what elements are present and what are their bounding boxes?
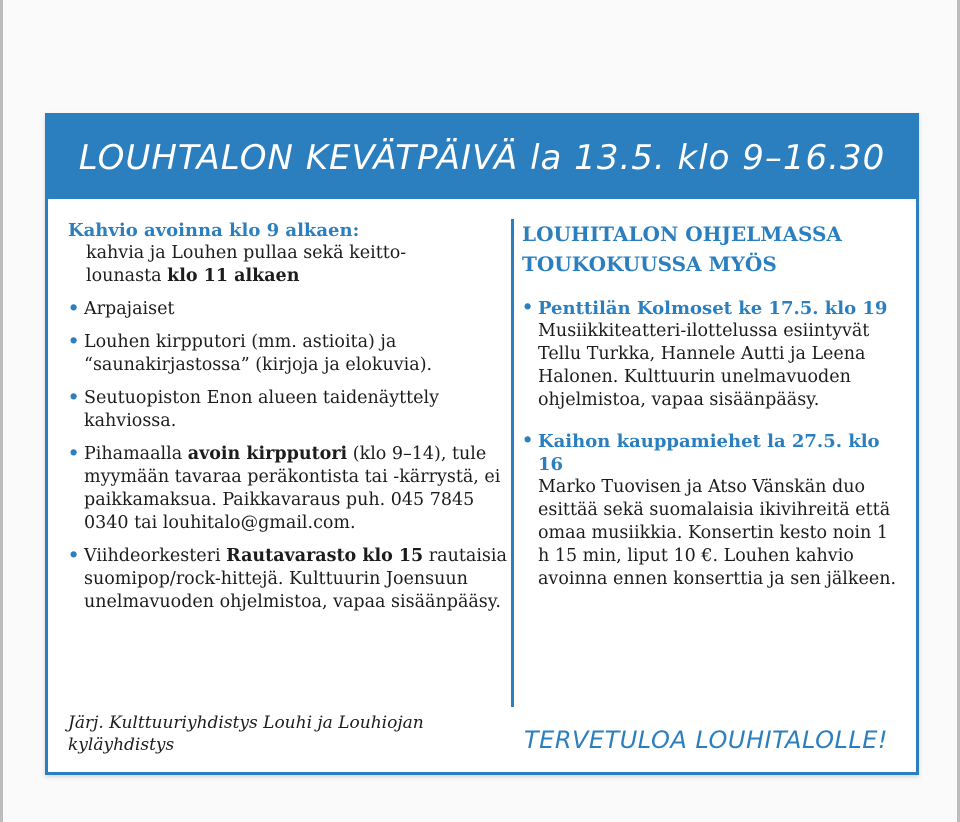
list-item <box>68 443 508 535</box>
orchestra-bold: Rautavarasto klo 15 <box>226 546 424 566</box>
event-item <box>522 430 902 591</box>
event-description: Musiikkiteatteri-ilottelussa esiintyvät Tellu Turkka, Hannele Autti ja Leena Halonen. Kulttuurin unelmavuoden ohjelmistoa, vapaa sisäänpääsy. <box>538 321 870 410</box>
flea-market-intro: Pihamaalla <box>84 444 188 464</box>
kahvio-line-2-text: lounasta <box>86 266 168 286</box>
list-item <box>68 387 508 433</box>
flea-market-details: (klo 9–14), tule myymään tavaraa peräkontista tai -kärrystä, ei paikkamaksua. Paikkavaraus puh. 045 7845 0340 tai louhitalo@gmail.com. <box>84 444 501 533</box>
list-item-text: Louhen kirpputori (mm. astioita) ja “saunakirjastossa” (kirjoja ja elokuvia). <box>84 332 433 375</box>
bullet-icon: • <box>68 332 80 352</box>
orchestra-details: rautaisia suomipop/rock-hittejä. Kulttuurin Joensuun unelmavuoden ohjelmistoa, vapaa sisäänpääsy. <box>84 546 507 612</box>
bullet-icon: • <box>522 431 534 451</box>
event-title: Penttilän Kolmoset ke 17.5. klo 19 <box>538 298 888 319</box>
event-poster <box>45 113 919 775</box>
column-divider <box>511 219 514 707</box>
event-title: Kaihon kauppamiehet la 27.5. klo 16 <box>538 431 880 475</box>
list-item <box>68 545 508 614</box>
list-item-text: Arpajaiset <box>84 299 175 319</box>
bullet-icon: • <box>68 444 80 464</box>
program-heading-line-1: LOUHITALON OHJELMASSA <box>522 222 842 246</box>
left-column <box>68 219 508 614</box>
list-item <box>68 298 508 321</box>
list-item-text: Seutuopiston Enon alueen taidenäyttely kahviossa. <box>84 388 440 431</box>
event-item <box>522 297 902 412</box>
welcome-text: TERVETULOA LOUHITALOLLE! <box>524 726 889 754</box>
bullet-icon: • <box>68 299 80 319</box>
organizer-note: Järj. Kulttuuriyhdistys Louhi ja Louhiojan kyläyhdistys <box>68 713 424 755</box>
flea-market-bold: avoin kirpputori <box>187 444 348 464</box>
list-item-text <box>84 443 508 535</box>
poster-title: LOUHTALON KEVÄTPÄIVÄ la 13.5. klo 9–16.30 <box>78 137 886 178</box>
bullet-icon: • <box>522 298 534 318</box>
list-item-text <box>84 545 508 614</box>
bullet-icon: • <box>68 388 80 408</box>
title-banner <box>48 116 916 199</box>
document-page <box>3 0 957 822</box>
list-item <box>68 331 508 377</box>
orchestra-intro: Viihdeorkesteri <box>84 546 227 566</box>
kahvio-time: klo 11 alkaen <box>167 266 300 286</box>
program-heading-line-2: TOUKOKUUSSA MYÖS <box>522 252 777 276</box>
right-column <box>522 219 902 591</box>
kahvio-heading: Kahvio avoinna klo 9 alkaen: <box>68 220 360 241</box>
bullet-icon: • <box>68 546 80 566</box>
kahvio-line-1: kahvia ja Louhen pullaa sekä keitto- <box>86 243 407 263</box>
kahvio-line-2 <box>68 265 508 288</box>
event-description: Marko Tuovisen ja Atso Vänskän duo esittää sekä suomalaisia ikivihreitä että omaa musiikkia. Konsertin kesto noin 1 h 15 min, liput 10 €. Louhen kahvio avoinna ennen konserttia ja sen jälkeen. <box>538 477 897 589</box>
